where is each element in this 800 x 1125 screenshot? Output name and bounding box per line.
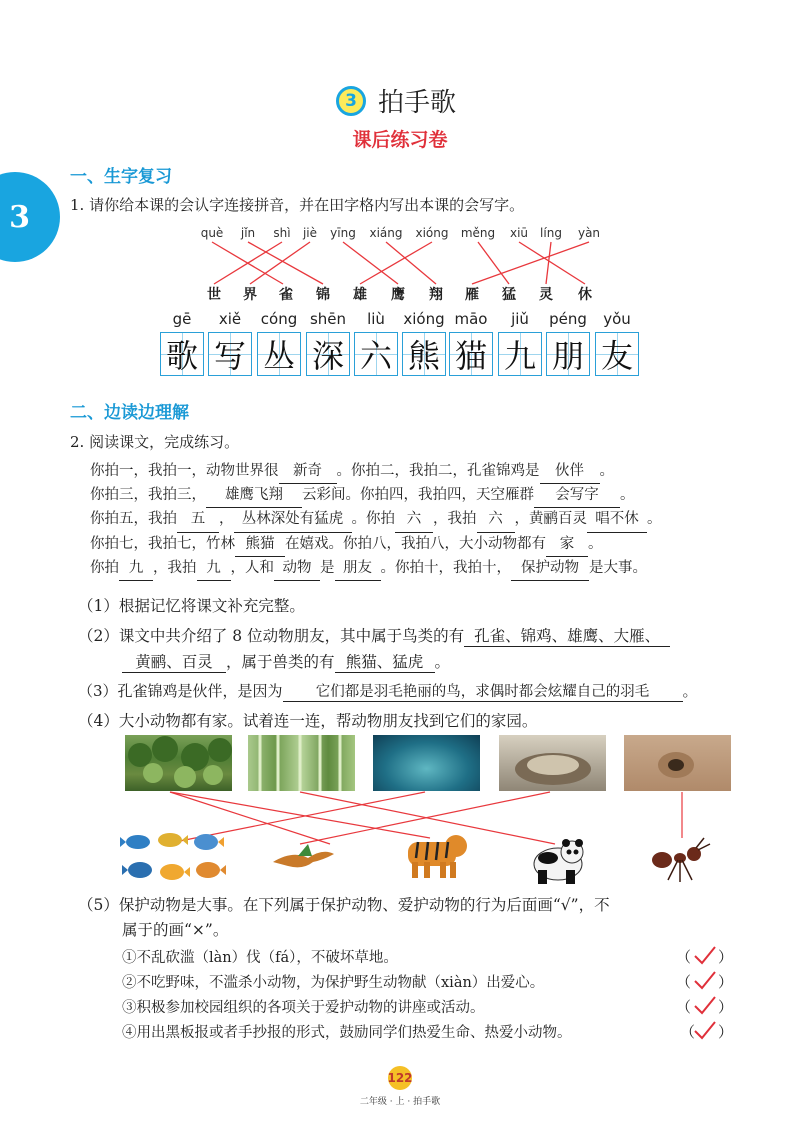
pinyin-yan: yàn xyxy=(577,226,601,240)
writing-grid-6[interactable]: 熊 xyxy=(402,332,446,376)
answer-blank[interactable]: 五 xyxy=(177,508,219,532)
passage-line-1 xyxy=(90,460,740,484)
passage-text: 。 xyxy=(647,511,662,528)
writing-grid-2[interactable]: 写 xyxy=(208,332,252,376)
pinyin-ling: líng xyxy=(540,226,562,240)
char-ling: 灵 xyxy=(539,287,553,303)
match-line-ling xyxy=(546,242,551,284)
writing-grid-9[interactable]: 朋 xyxy=(546,332,590,376)
sub-question-2-cont xyxy=(122,650,450,673)
passage-text: 你拍五，我拍 xyxy=(90,511,177,528)
passage-line-2 xyxy=(90,484,740,508)
writing-grid-10[interactable]: 友 xyxy=(595,332,639,376)
match-line-xiang xyxy=(386,242,436,284)
section2-heading: 二、边读边理解 xyxy=(70,403,189,423)
check-mark-icon[interactable] xyxy=(693,994,717,1016)
answer-blank[interactable]: 六 xyxy=(477,508,515,532)
sub-question-4: （4）大小动物都有家。试着连一连，帮动物朋友找到它们的家园。 xyxy=(78,712,538,730)
pinyin-jie: jiè xyxy=(302,226,318,240)
passage-text: 。 xyxy=(588,535,603,552)
lesson-side-tab: 3 xyxy=(0,172,60,262)
tiger-image xyxy=(400,828,470,884)
passage-text: ，人和 xyxy=(230,559,274,576)
match-line-yan xyxy=(472,242,589,284)
writing-grid-8[interactable]: 九 xyxy=(498,332,542,376)
paren-close: ） xyxy=(718,998,734,1016)
panda-image xyxy=(526,832,590,886)
grid-pinyin-10: yǒu xyxy=(603,310,631,328)
passage-text: 。 xyxy=(599,463,614,479)
pinyin-ying: yīng xyxy=(330,226,356,240)
lesson-title: 拍手歌 xyxy=(378,88,457,118)
paren-open: （ xyxy=(676,948,692,966)
fish-image xyxy=(120,828,235,890)
lesson-number-badge: 3 xyxy=(336,86,366,116)
answer-blank[interactable]: 九 xyxy=(197,557,231,581)
char-ying: 鹰 xyxy=(391,287,405,303)
pinyin-meng: měng xyxy=(460,226,496,240)
char-meng: 猛 xyxy=(502,287,516,303)
grid-pinyin-9: péng xyxy=(549,310,587,328)
grid-pinyin-4: shēn xyxy=(309,310,347,328)
passage-text: 你拍三，我拍三， xyxy=(90,487,206,504)
answer-blank[interactable]: 唱不休 xyxy=(587,508,647,532)
char-xiu: 休 xyxy=(578,287,592,303)
sub-question-1: （1）根据记忆将课文补充完整。 xyxy=(78,597,305,615)
question-2: 2. 阅读课文，完成练习。 xyxy=(70,433,240,451)
pinyin-jin: jǐn xyxy=(240,226,256,240)
answer-blank[interactable]: 丛林深处有猛虎 xyxy=(234,508,352,532)
paren-open: （ xyxy=(676,998,692,1016)
answer-blank[interactable]: 雄鹰飞翔 xyxy=(206,484,302,508)
check-mark-icon[interactable] xyxy=(693,944,717,966)
passage-text: ，黄鹂百灵 xyxy=(514,511,587,528)
sub3-text: 。 xyxy=(682,682,698,700)
item-2: ②不吃野味，不滥杀小动物，为保护野生动物献（xiàn）出爱心。 xyxy=(122,975,545,991)
page-number: 122 xyxy=(388,1066,412,1090)
grid-pinyin-6: xióng xyxy=(403,310,445,328)
answer-blank[interactable]: 保护动物 xyxy=(511,557,589,581)
bird-image xyxy=(268,840,338,874)
grid-pinyin-1: gē xyxy=(172,310,192,328)
answer-blank[interactable]: 家 xyxy=(546,533,588,557)
char-jie: 界 xyxy=(243,287,257,303)
passage-text: 你拍 xyxy=(90,559,119,576)
answer-blank[interactable]: 会写字 xyxy=(534,484,620,508)
answer-blank[interactable]: 九 xyxy=(119,557,153,581)
worksheet-subtitle: 课后练习卷 xyxy=(352,129,448,151)
sub-question-3 xyxy=(78,680,698,702)
answer-blank[interactable]: 朋友 xyxy=(335,557,381,581)
grid-pinyin-7: māo xyxy=(454,310,488,328)
item-3: ③积极参加校园组织的各项关于爱护动物的讲座或活动。 xyxy=(122,1000,485,1016)
passage-text: 。你拍 xyxy=(351,511,395,528)
habitat-forest-image xyxy=(125,735,232,791)
passage-line-4 xyxy=(90,533,740,557)
passage-text: ， xyxy=(219,511,234,528)
sub-question-5-cont: 属于的画“×”。 xyxy=(122,921,229,939)
section1-heading: 一、生字复习 xyxy=(70,167,172,187)
writing-grid-1[interactable]: 歌 xyxy=(160,332,204,376)
item-4: ④用出黑板报或者手抄报的形式，鼓励同学们热爱生命、热爱小动物。 xyxy=(122,1025,572,1041)
match-line-meng xyxy=(478,242,509,284)
paren-close: ） xyxy=(718,973,734,991)
pinyin-shi: shì xyxy=(273,226,291,240)
passage-text: 是 xyxy=(320,559,335,576)
passage-text: 在嬉戏。你拍八，我拍八，大小动物都有 xyxy=(285,535,546,552)
char-xiang: 翔 xyxy=(429,287,443,303)
char-jin: 锦 xyxy=(316,287,330,303)
passage-line-5 xyxy=(90,557,740,581)
answer-blank[interactable]: 伙伴 xyxy=(540,460,600,484)
check-mark-icon[interactable] xyxy=(693,1019,717,1041)
passage-text: 。你拍十，我拍十， xyxy=(380,559,511,576)
passage-text: ，我拍 xyxy=(433,511,477,528)
char-que: 雀 xyxy=(279,287,293,303)
answer-blank[interactable]: 动物 xyxy=(274,557,320,581)
paren-open: （ xyxy=(680,1023,696,1041)
passage-text: 。 xyxy=(620,487,635,504)
pinyin-xiong: xióng xyxy=(415,226,449,240)
answer-beasts[interactable]: 熊猫、猛虎 xyxy=(335,650,435,673)
pinyin-xiu: xiū xyxy=(509,226,529,240)
answer-peacock[interactable]: 它们都是羽毛艳丽的鸟，求偶时都会炫耀自己的羽毛 xyxy=(283,680,683,702)
answer-blank[interactable]: 熊猫 xyxy=(235,533,285,557)
habitat-ocean-image xyxy=(373,735,480,791)
question-1: 1. 请你给本课的会认字连接拼音，并在田字格内写出本课的会写字。 xyxy=(70,196,525,214)
answer-birds-1[interactable]: 孔雀、锦鸡、雄鹰、大雁、 xyxy=(464,624,670,647)
habitat-bamboo-image xyxy=(248,735,355,791)
passage-line-3 xyxy=(90,508,740,532)
sub3-text: （3）孔雀锦鸡是伙伴，是因为 xyxy=(78,682,283,700)
sub-question-2 xyxy=(78,624,670,647)
item-1: ①不乱砍滥（làn）伐（fá），不破坏草地。 xyxy=(122,950,398,966)
writing-grid-3[interactable]: 丛 xyxy=(257,332,301,376)
pinyin-que: què xyxy=(200,226,224,240)
sub2-text: （2）课文中共介绍了 8 位动物朋友，其中属于鸟类的有 xyxy=(78,627,465,645)
grid-pinyin-5: liù xyxy=(367,310,385,328)
page-footer: 二年级 · 上 · 拍手歌 xyxy=(359,1097,441,1107)
habitat-hole-image xyxy=(624,735,731,791)
answer-blank[interactable]: 新奇 xyxy=(279,460,337,484)
paren-close: ） xyxy=(718,1023,734,1041)
grid-pinyin-8: jiǔ xyxy=(511,310,529,328)
passage-text: 。你拍二，我拍二，孔雀锦鸡是 xyxy=(336,463,540,479)
answer-birds-2[interactable]: 黄鹂、百灵 xyxy=(122,650,226,673)
ant-image xyxy=(648,836,714,884)
passage-text: ，我拍 xyxy=(153,559,197,576)
grid-pinyin-2: xiě xyxy=(218,310,242,328)
sub-question-5: （5）保护动物是大事。在下列属于保护动物、爱护动物的行为后面画“√”，不 xyxy=(78,896,610,914)
paren-open: （ xyxy=(676,973,692,991)
passage-text: 是大事。 xyxy=(589,559,647,576)
passage-text: 你拍七，我拍七，竹林 xyxy=(90,535,235,552)
sub2-text: ，属于兽类的有 xyxy=(226,653,335,671)
writing-grid-7[interactable]: 猫 xyxy=(449,332,493,376)
passage-text: 云彩间。你拍四，我拍四，天空雁群 xyxy=(302,487,534,504)
sub2-text: 。 xyxy=(434,653,451,671)
writing-grid-5[interactable]: 六 xyxy=(354,332,398,376)
passage-text: 你拍一，我拍一，动物世界很 xyxy=(90,463,279,479)
paren-close: ） xyxy=(718,948,734,966)
grid-pinyin-3: cóng xyxy=(260,310,298,328)
answer-blank[interactable]: 六 xyxy=(395,508,433,532)
char-shi: 世 xyxy=(207,287,221,303)
habitat-nest-image xyxy=(499,735,606,791)
char-yan: 雁 xyxy=(465,287,479,303)
check-mark-icon[interactable] xyxy=(693,969,717,991)
writing-grid-4[interactable]: 深 xyxy=(306,332,350,376)
reading-passage xyxy=(90,460,740,581)
pinyin-xiang: xiáng xyxy=(369,226,403,240)
char-xiong: 雄 xyxy=(353,287,367,303)
